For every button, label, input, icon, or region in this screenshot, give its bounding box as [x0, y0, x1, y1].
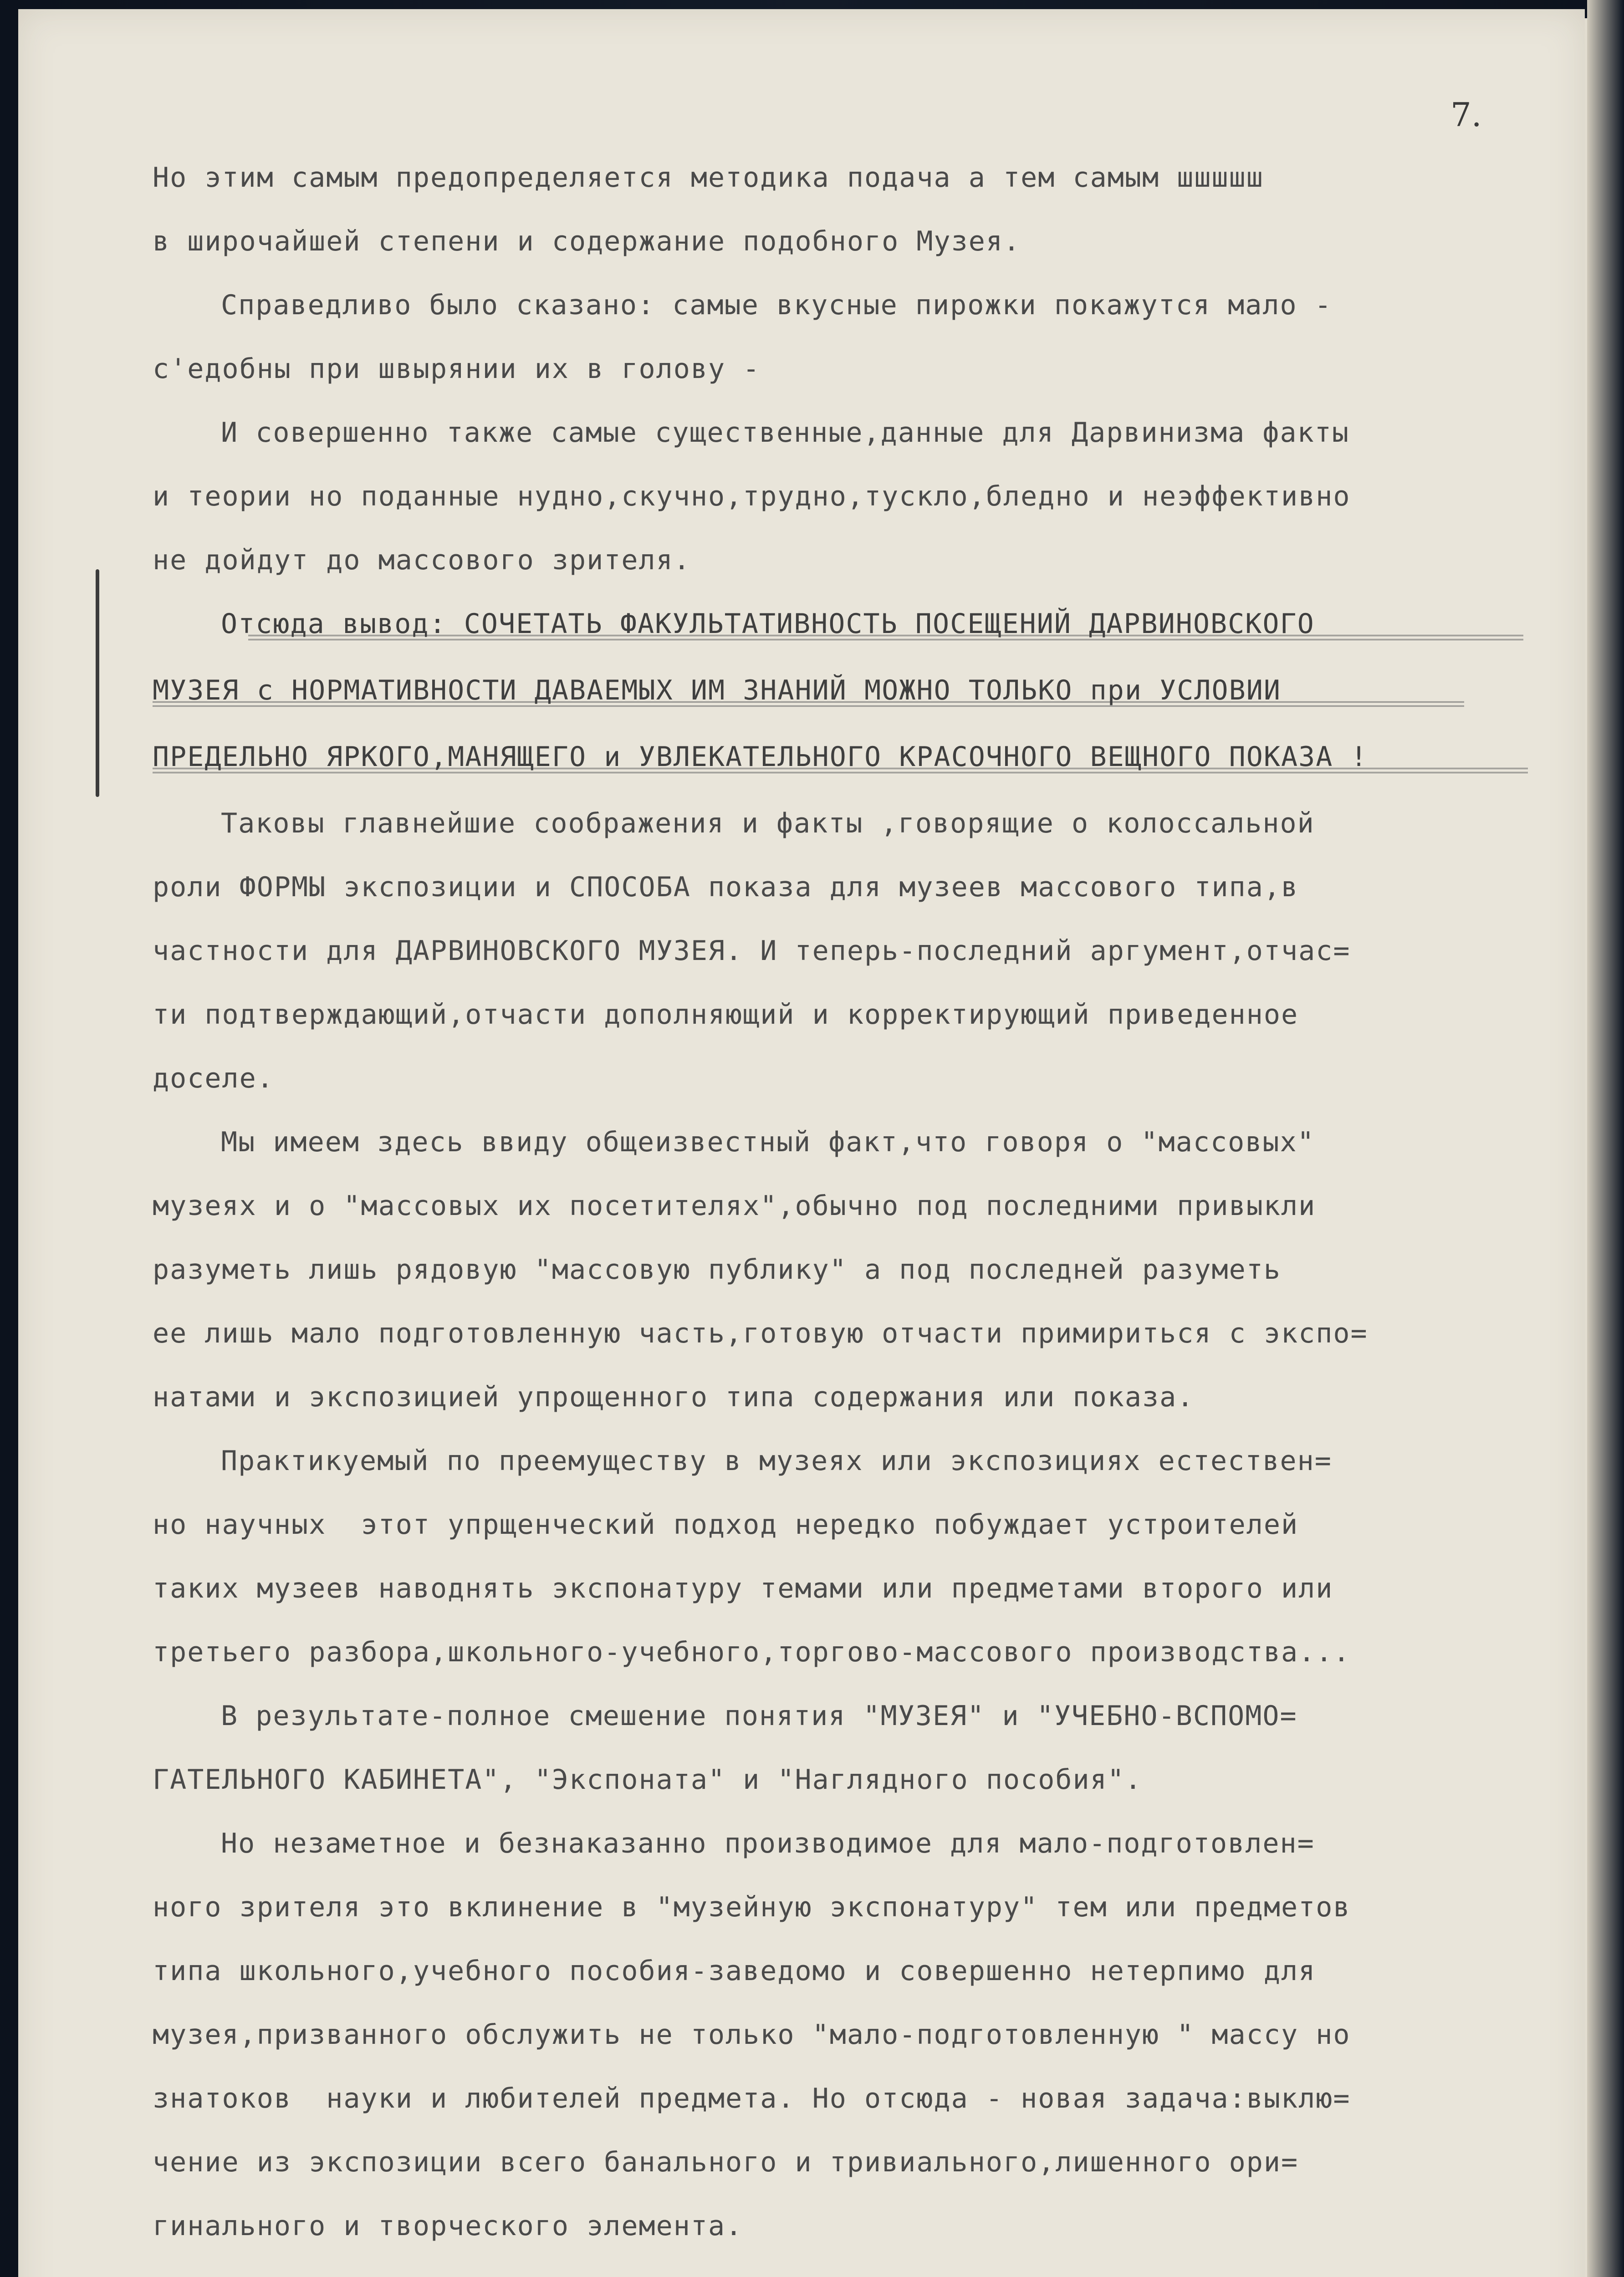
text-line: чение из экспозиции всего банального и тривиального,лишенного ори=	[153, 2146, 1299, 2178]
text-line: но научных этот упрщенческий подход нередко побуждает устроителей	[153, 1509, 1299, 1541]
text-line: знатоков науки и любителей предмета. Но отсюда - новая задача:выклю=	[153, 2083, 1351, 2114]
text-line: натами и экспозицией упрощенного типа содержания или показа.	[153, 1381, 1195, 1413]
page-right-edge	[1587, 0, 1624, 2277]
text-line: в широчайшей степени и содержание подобного Музея.	[153, 225, 1021, 257]
margin-mark	[96, 569, 99, 797]
text-line: Но незаметное и безнаказанно производимое для мало-подготовлен=	[221, 1828, 1315, 1859]
page-number: 7.	[1450, 96, 1482, 134]
text-line: гинального и творческого элемента.	[153, 2210, 743, 2242]
text-line: ее лишь мало подготовленную часть,готовую отчасти примириться с экспо=	[153, 1317, 1368, 1349]
text-line: В результате-полное смешение понятия "МУЗЕЯ" и "УЧЕБНО-ВСПОМО=	[221, 1700, 1297, 1732]
text-line: роли ФОРМЫ экспозиции и СПОСОБА показа для музеев массового типа,в	[153, 871, 1299, 903]
text-line: третьего разбора,школьного-учебного,торгово-массового производства...	[153, 1636, 1351, 1668]
text-line: доселе.	[153, 1062, 274, 1094]
text-line: и теории но поданные нудно,скучно,трудно,тускло,бледно и неэффективно	[153, 480, 1351, 512]
emphasis-line: ПРЕДЕЛЬНО ЯРКОГО,МАНЯЩЕГО и УВЛЕКАТЕЛЬНОГО КРАСОЧНОГО ВЕЩНОГО ПОКАЗА !	[153, 741, 1368, 773]
text-line: с'едобны при швырянии их в голову -	[153, 353, 761, 385]
text-line: Но этим самым предопределяется методика подача а тем самым шшшшш	[153, 162, 1264, 194]
text-line: Таковы главнейшие соображения и факты ,говорящие о колоссальной	[221, 807, 1315, 839]
text-line: типа школьного,учебного пособия-заведомо и совершенно нетерпимо для	[153, 1955, 1316, 1987]
text-line: не дойдут до массового зрителя.	[153, 544, 691, 576]
text-line: Мы имеем здесь ввиду общеизвестный факт,что говоря о "массовых"	[221, 1126, 1315, 1158]
text-line: ти подтверждающий,отчасти дополняющий и корректирующий приведенное	[153, 999, 1299, 1031]
emphasis-line: МУЗЕЯ с НОРМАТИВНОСТИ ДАВАЕМЫХ ИМ ЗНАНИЙ МОЖНО ТОЛЬКО при УСЛОВИИ	[153, 674, 1281, 706]
text-line: И совершенно также самые существенные,данные для Дарвинизма факты	[221, 417, 1349, 449]
text-line: таких музеев наводнять экспонатуру темами или предметами второго или	[153, 1572, 1333, 1604]
text-line: Справедливо было сказано: самые вкусные пирожки покажутся мало -	[221, 289, 1332, 321]
text-line: частности для ДАРВИНОВСКОГО МУЗЕЯ. И теперь-последний аргумент,отчас=	[153, 935, 1351, 967]
text-line: ного зрителя это вклинение в "музейную экспонатуру" тем или предметов	[153, 1891, 1351, 1923]
text-line: Практикуемый по преемуществу в музеях или экспозициях естествен=	[221, 1445, 1332, 1477]
text-line: разуметь лишь рядовую "массовую публику" а под последней разуметь	[153, 1254, 1281, 1286]
text-line: ГАТЕЛЬНОГО КАБИНЕТА", "Экспоната" и "Наглядного пособия".	[153, 1764, 1143, 1796]
text-line: музея,призванного обслужить не только "мало-подготовленную " массу но	[153, 2019, 1351, 2051]
document-body	[153, 146, 1564, 2258]
emphasis-line: Отсюда вывод: СОЧЕТАТЬ ФАКУЛЬТАТИВНОСТЬ ПОСЕЩЕНИЙ ДАРВИНОВСКОГО	[221, 608, 1315, 640]
text-line: музеях и о "массовых их посетителях",обычно под последними привыкли	[153, 1190, 1316, 1222]
